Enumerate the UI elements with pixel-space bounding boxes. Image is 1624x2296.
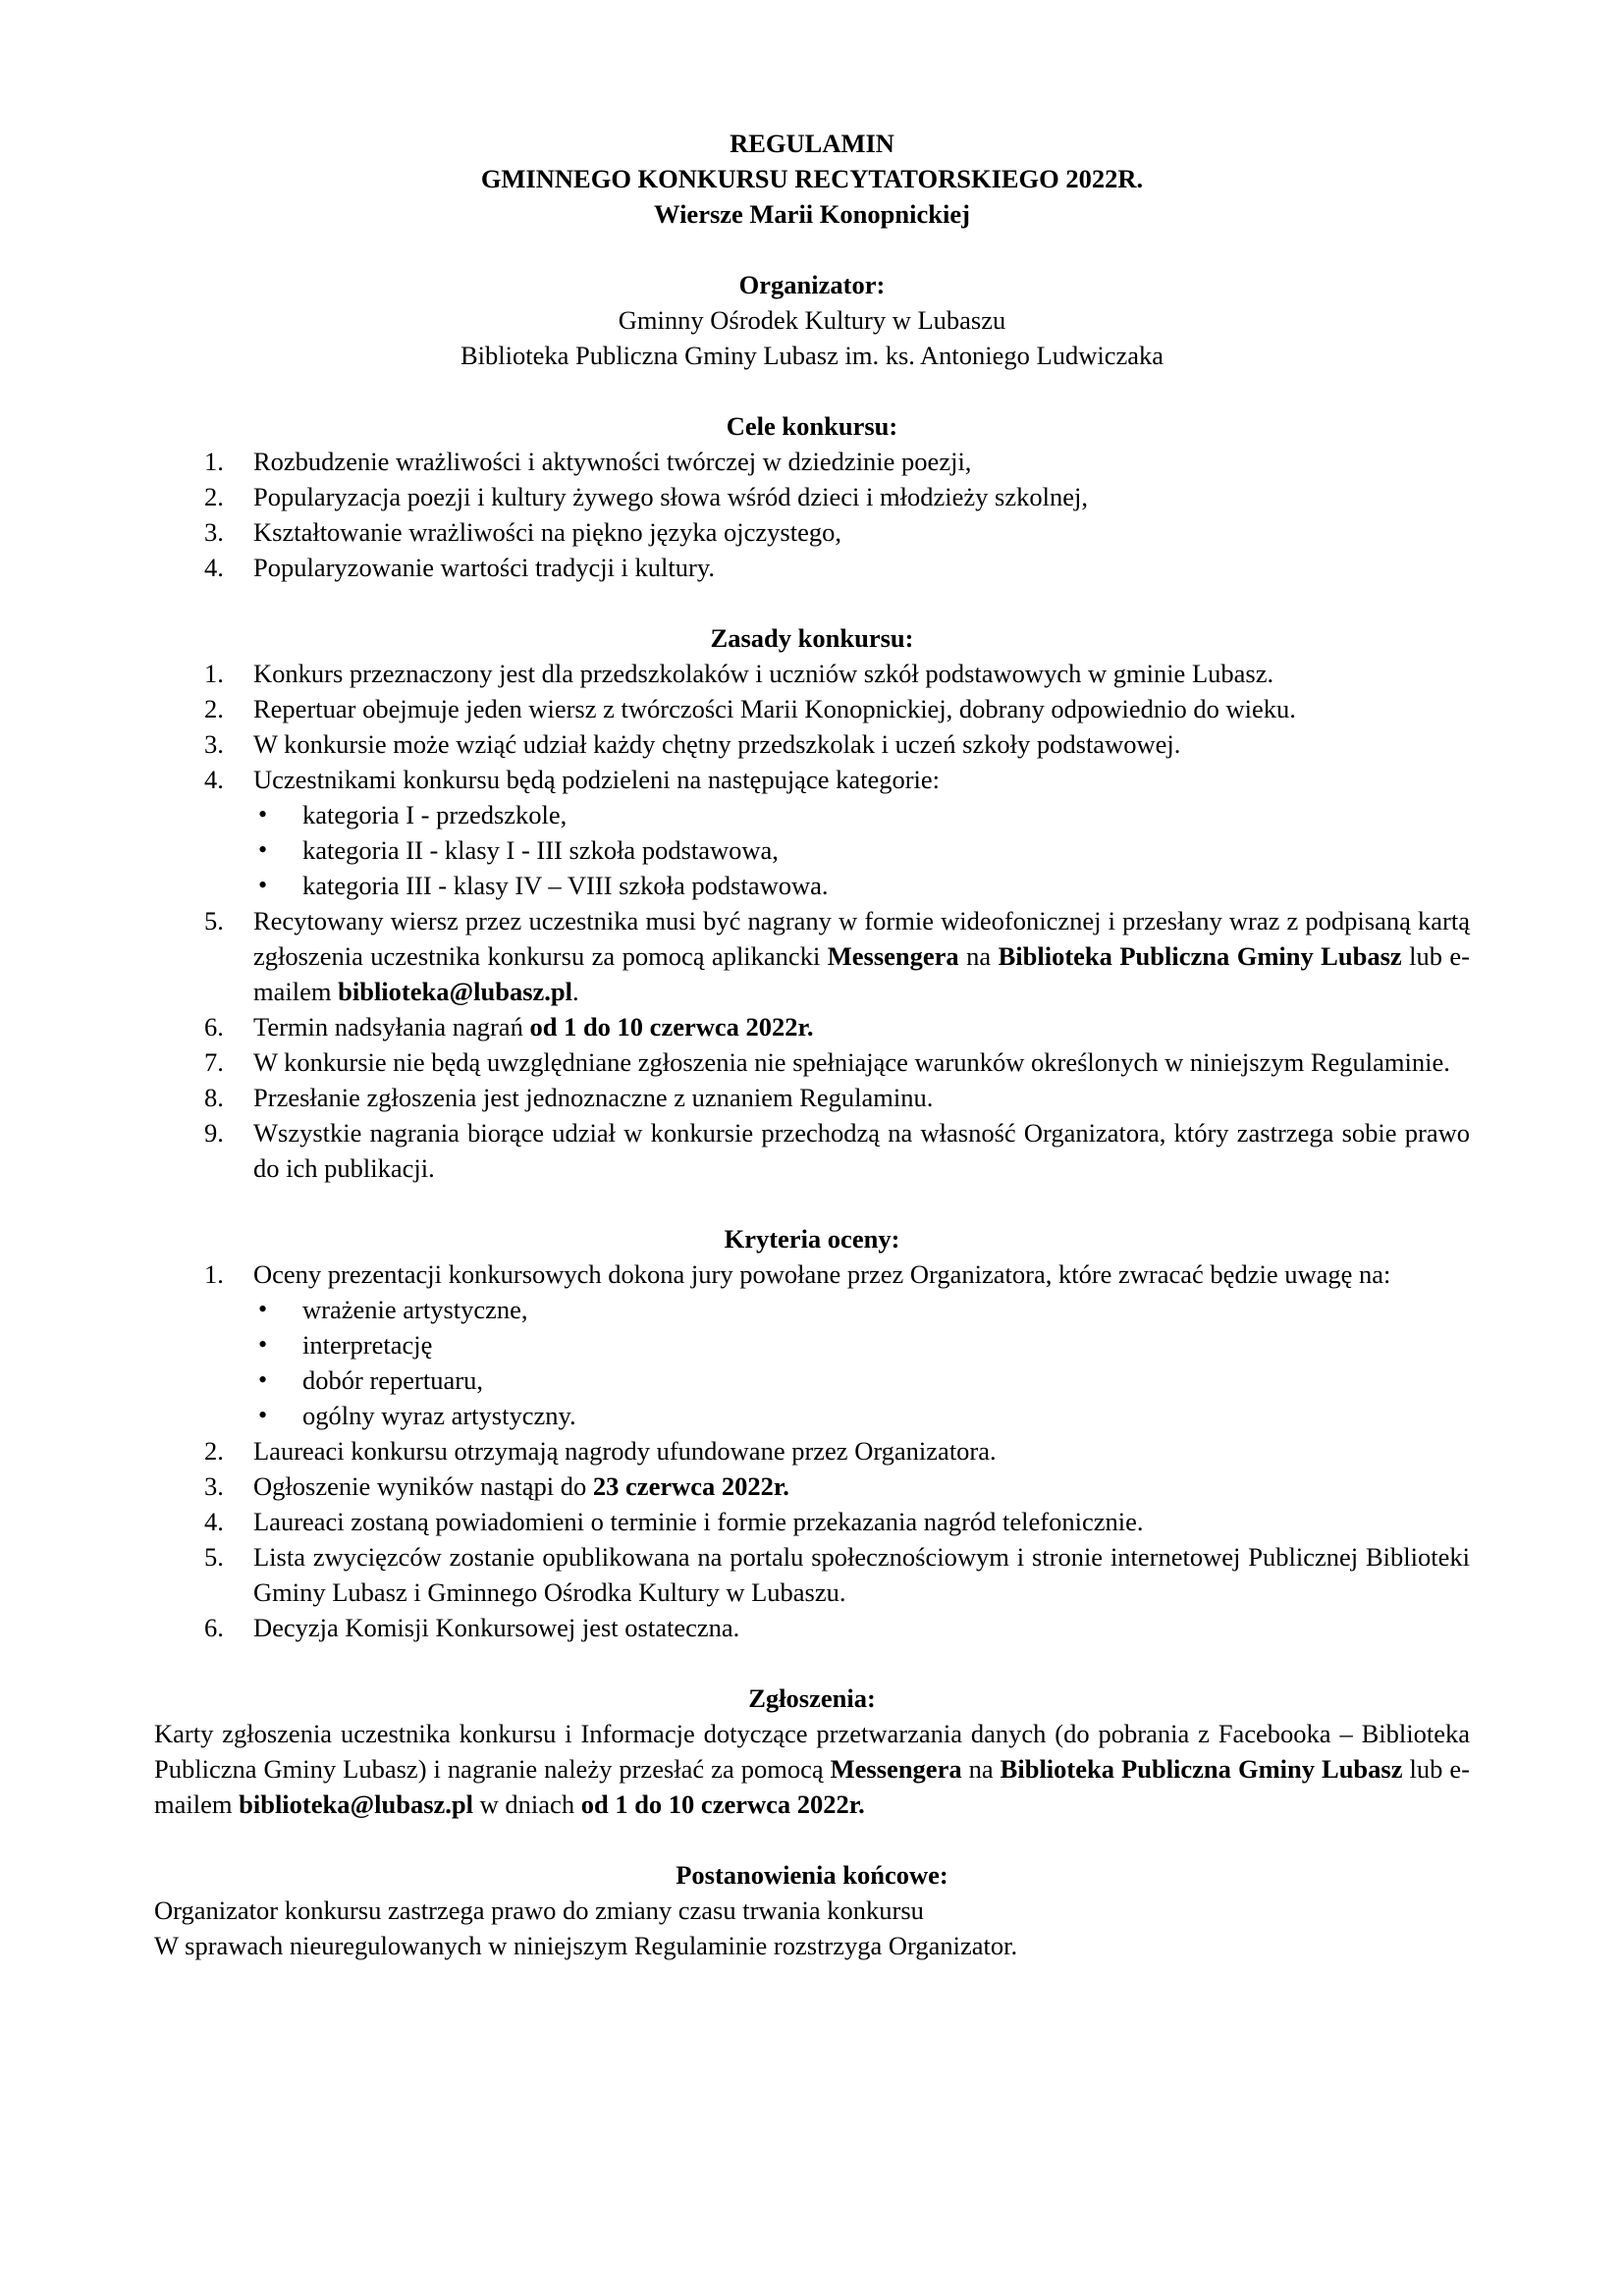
criteria-list: [154, 1256, 1470, 1645]
item-number: 3.: [204, 1471, 224, 1501]
item-number: 2.: [204, 482, 224, 511]
deadline-date: od 1 do 10 czerwca 2022r.: [529, 1012, 814, 1041]
organizer-line: Biblioteka Publiczna Gminy Lubasz im. ks. Antoniego Ludwiczaka: [460, 341, 1164, 370]
list-item: [154, 1080, 1470, 1115]
item-number: 7.: [204, 1047, 224, 1077]
bullet-item: • ogólny wyraz artystyczny.: [253, 1398, 1470, 1433]
item-number: 5.: [204, 906, 224, 935]
item-text: lub e-mailem: [253, 941, 1471, 1006]
item-text: Laureaci zostaną powiadomieni o terminie i formie przekazania nagród telefonicznie.: [253, 1507, 1144, 1536]
list-item: [154, 550, 1470, 585]
goals-section: [154, 408, 1470, 585]
list-item: [154, 1468, 1470, 1504]
list-item: [154, 1433, 1470, 1468]
item-text: Lista zwycięzców zostanie opublikowana na portalu społecznościowym i stronie internetowej Publicznej Biblioteki Gminy Lubasz i Gminnego Ośrodka Kultury w Lubaszu.: [253, 1542, 1470, 1607]
rules-heading: Zasady konkursu:: [710, 623, 914, 653]
list-item: [154, 1009, 1470, 1044]
paragraph-text: lub e-mailem: [154, 1754, 1471, 1819]
item-text: Termin nadsyłania nagrań: [253, 1012, 530, 1041]
library-name: Biblioteka Publiczna Gminy Lubasz: [998, 941, 1402, 971]
categories-list: [253, 797, 1470, 903]
item-text: .: [572, 977, 579, 1006]
list-item: [154, 1539, 1470, 1610]
bullet-item: • kategoria III - klasy IV – VIII szkoła podstawowa.: [253, 868, 1470, 903]
bullet-item: • kategoria II - klasy I - III szkoła podstawowa,: [253, 832, 1470, 868]
item-text: Konkurs przeznaczony jest dla przedszkolaków i uczniów szkół podstawowych w gminie Lubasz.: [253, 659, 1274, 688]
list-item: [154, 656, 1470, 691]
item-number: 4.: [204, 765, 224, 794]
list-item: [154, 479, 1470, 514]
item-number: 3.: [204, 517, 224, 547]
paragraph-text: w dniach: [473, 1789, 581, 1819]
list-item: [154, 726, 1470, 762]
item-number: 6.: [204, 1613, 224, 1642]
item-text: Decyzja Komisji Konkursowej jest ostateczna.: [253, 1613, 740, 1642]
item-number: 6.: [204, 1012, 224, 1041]
list-item: [154, 1256, 1470, 1433]
item-text: Wszystkie nagrania biorące udział w konkursie przechodzą na własność Organizatora, który zastrzega sobie prawo do ich publikacji.: [253, 1118, 1470, 1183]
item-text: Laureaci konkursu otrzymają nagrody ufundowane przez Organizatora.: [253, 1436, 997, 1466]
final-provisions-section: [154, 1857, 1470, 1963]
item-text: Recytowany wiersz przez uczestnika musi być nagrany w formie wideofonicznej i przesłany wraz z podpisaną kartą zgłoszenia uczestnika konkursu za pomocą aplikancki: [253, 906, 1470, 971]
item-number: 5.: [204, 1542, 224, 1572]
document-subtitle: GMINNEGO KONKURSU RECYTATORSKIEGO 2022R.: [480, 164, 1144, 193]
final-line: W sprawach nieuregulowanych w niniejszym Regulaminie rozstrzyga Organizator.: [154, 1931, 1018, 1960]
submission-dates: od 1 do 10 czerwca 2022r.: [580, 1789, 865, 1819]
item-number: 2.: [204, 1436, 224, 1466]
final-line: Organizator konkursu zastrzega prawo do zmiany czasu trwania konkursu: [154, 1896, 924, 1925]
item-text: Popularyzowanie wartości tradycji i kultury.: [253, 553, 715, 582]
rules-section: [154, 620, 1470, 1186]
organizer-section: [154, 267, 1470, 373]
list-item: [154, 1504, 1470, 1539]
criteria-section: [154, 1221, 1470, 1645]
item-text: Rozbudzenie wrażliwości i aktywności twórczej w dziedzinie poezji,: [253, 447, 972, 476]
item-number: 4.: [204, 1507, 224, 1536]
criteria-heading: Kryteria oceny:: [724, 1224, 900, 1254]
paragraph-text: na: [961, 1754, 1001, 1784]
goals-list: [154, 444, 1470, 585]
item-number: 9.: [204, 1118, 224, 1148]
item-number: 1.: [204, 447, 224, 476]
item-number: 1.: [204, 659, 224, 688]
criteria-bullets: [253, 1292, 1470, 1433]
final-provisions-heading: Postanowienia końcowe:: [676, 1860, 948, 1890]
item-text: W konkursie może wziąć udział każdy chętny przedszkolak i uczeń szkoły podstawowej.: [253, 729, 1181, 759]
document-page: [154, 126, 1470, 1999]
goals-heading: Cele konkursu:: [726, 411, 898, 441]
item-text: Oceny prezentacji konkursowych dokona jury powołane przez Organizatora, które zwracać będzie uwagę na:: [253, 1259, 1391, 1289]
item-text: Kształtowanie wrażliwości na piękno języka ojczystego,: [253, 517, 841, 547]
document-title: REGULAMIN: [730, 129, 894, 158]
bullet-item: • interpretację: [253, 1327, 1470, 1362]
bullet-item: • dobór repertuaru,: [253, 1362, 1470, 1398]
library-name: Biblioteka Publiczna Gminy Lubasz: [1000, 1754, 1403, 1784]
messenger-text: Messengera: [827, 941, 959, 971]
results-date: 23 czerwca 2022r.: [592, 1471, 789, 1501]
list-item: [154, 1044, 1470, 1080]
submissions-section: [154, 1681, 1470, 1822]
item-number: 1.: [204, 1259, 224, 1289]
paragraph-text: Karty zgłoszenia uczestnika konkursu i Informacje dotyczące przetwarzania danych (do pobrania z Facebooka – Biblioteka Publiczna Gminy Lubasz) i nagranie należy przesłać za pomocą: [154, 1719, 1470, 1784]
item-number: 2.: [204, 694, 224, 723]
list-item: [154, 444, 1470, 479]
item-number: 8.: [204, 1083, 224, 1112]
messenger-text: Messengera: [830, 1754, 962, 1784]
list-item: [154, 514, 1470, 550]
organizer-line: Gminny Ośrodek Kultury w Lubaszu: [618, 305, 1006, 335]
item-text: Ogłoszenie wyników nastąpi do: [253, 1471, 593, 1501]
list-item: [154, 691, 1470, 726]
email-address: biblioteka@lubasz.pl: [239, 1789, 474, 1819]
document-title-block: [154, 126, 1470, 232]
rules-list: [154, 656, 1470, 1186]
item-text: na: [958, 941, 999, 971]
list-item: [154, 762, 1470, 903]
item-text: Przesłanie zgłoszenia jest jednoznaczne z uznaniem Regulaminu.: [253, 1083, 934, 1112]
bullet-item: • kategoria I - przedszkole,: [253, 797, 1470, 832]
list-item: [154, 1610, 1470, 1645]
organizer-heading: Organizator:: [738, 270, 886, 299]
document-theme: Wiersze Marii Konopnickiej: [654, 199, 970, 229]
item-text: W konkursie nie będą uwzględniane zgłoszenia nie spełniające warunków określonych w niniejszym Regulaminie.: [253, 1047, 1450, 1077]
item-number: 4.: [204, 553, 224, 582]
item-text: Popularyzacja poezji i kultury żywego słowa wśród dzieci i młodzieży szkolnej,: [253, 482, 1088, 511]
item-text: Uczestnikami konkursu będą podzieleni na następujące kategorie:: [253, 765, 941, 794]
list-item: [154, 903, 1470, 1009]
item-number: 3.: [204, 729, 224, 759]
list-item: [154, 1115, 1470, 1186]
submissions-paragraph: [154, 1716, 1470, 1822]
email-address: biblioteka@lubasz.pl: [338, 977, 573, 1006]
item-text: Repertuar obejmuje jeden wiersz z twórczości Marii Konopnickiej, dobrany odpowiednio do wieku.: [253, 694, 1296, 723]
bullet-item: • wrażenie artystyczne,: [253, 1292, 1470, 1327]
submissions-heading: Zgłoszenia:: [748, 1683, 876, 1713]
